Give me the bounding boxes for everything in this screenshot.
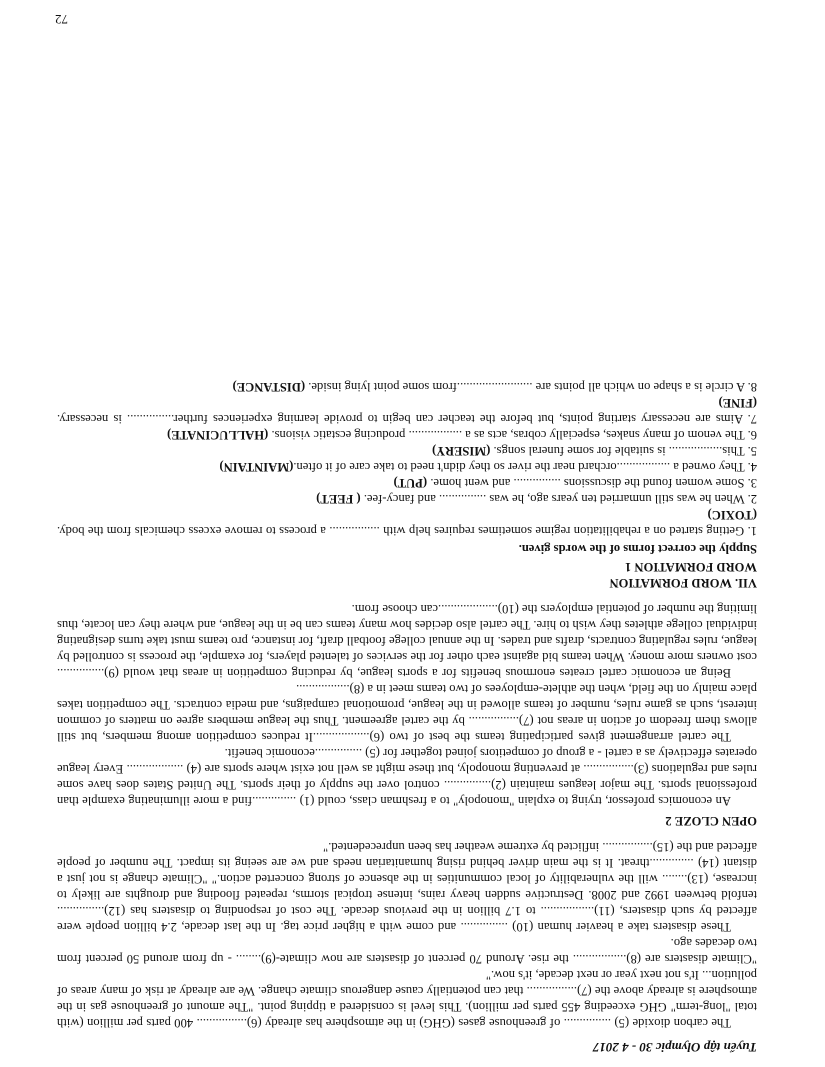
given-word: (TOXIC) <box>707 508 757 522</box>
paragraph: An economics professor, trying to explain "monopoly" to a freshman class, could (1) ..............find a more illuminating example than professional sports. The major leagues maintain (2)............... control over the supply of their sports. The United States does have some rules and regulations (3)................ at preventing monopoly, but these might as well not exist where sports are (4) .................. Every league operates effectively as a cartel - a group of competitors joined together for (5) ...............economic benefit. <box>57 746 757 808</box>
exercise-item <box>57 491 757 507</box>
item-text: 4. They owned a .................orchard near the river so they didn't need to take care of it often. <box>293 460 757 474</box>
exercise-item <box>57 443 757 459</box>
page-number: 72 <box>55 12 68 27</box>
exercise-list <box>57 379 757 539</box>
paragraph: The carbon dioxide (5) ............... of greenhouse gases (GHG) in the atmosphere has already (6)................ 400 parts per million (with total "long-term" GHG exceeding 455 parts per million). This level is considered a tipping point. "The amount of greenhouse gas in the atmosphere is already above the (7)................ that can potentially cause dangerous climate change. We are already at risk of many areas of pollution... It's not next year or next decade, it's now." <box>57 968 757 1030</box>
item-text: 7. Aims are necessary starting points, but before the teacher can begin to provide learning experiences further............... is necessary. <box>57 412 757 426</box>
item-text: 2. When he was still unmarried ten years ago, he was ............... and fancy-fee. <box>363 492 757 506</box>
given-word: (MAINTAIN) <box>219 460 294 474</box>
page-header: Tuyển tập Olympic 30 - 4 2017 <box>592 1040 757 1055</box>
given-word: (MISERY) <box>432 444 491 458</box>
paragraph: The cartel arrangement gives participating teams the best of two (6)..................It reduces competition among members, but still allows them freedom of action in areas not (7)................ by the cartel agreement. Thus the league members agree on matters of common interest, such as game rules, number of teams allowed in the league, promotional campaigns, and media contracts. The competition takes place mainly on the field, when the athlete-employees of two teams meet in a (8)................. <box>57 682 757 744</box>
page-content <box>57 379 757 1055</box>
paragraph: These disasters take a heavier human (10) ............... and come with a higher price tag. In the last decade, 2.4 billion people were affected by such disasters, (11)................. to 1.7 billion in the previous decade. The cost of responding to disasters has (12)............... tenfold between 1992 and 2008. Destructive sudden heavy rains, intense tropical storms, repeated flooding and droughts are likely to increase, (13)........ will the vulnerability of local communities in the absence of strong concerted action." "Climate change is not just a distant (14) ..............threat. It is the main driver behind rising humanitarian needs and we are seeing its impact. The number of people affected and the (15)................ inflicted by extreme weather has been unprecedented." <box>57 840 757 934</box>
item-text: 8. A circle is a shape on which all points are ........................from some point lying inside. <box>308 380 757 394</box>
exercise-item <box>57 475 757 491</box>
exercise-item <box>57 459 757 475</box>
section-heading-word-formation: VII. WORD FORMATION <box>609 576 757 590</box>
item-text: 6. The venom of many snakes, especially cobras, acts as a ................. producing ecstatic visions. <box>271 428 757 442</box>
item-text: 5. This................. is suitable for some funeral songs. <box>493 444 757 458</box>
exercise-item <box>57 427 757 443</box>
given-word: (FINE) <box>718 396 757 410</box>
given-word: (HALLUCINATE) <box>167 428 269 442</box>
section-heading-open-cloze: OPEN CLOZE 2 <box>665 814 757 828</box>
given-word: ( FEET) <box>316 492 361 506</box>
given-word: (PUT) <box>393 476 428 490</box>
item-text: 3. Some women found the discussions ............... and went home. <box>430 476 757 490</box>
instruction: Supply the correct forms of the words given. <box>518 542 757 556</box>
paragraph: "Climate disasters are (8)................. the rise. Around 70 percent of disasters are now climate-(9)........ - up from around 50 percent from two decades ago. <box>57 936 757 966</box>
subheading-word-formation-1: WORD FORMATION 1 <box>625 560 757 574</box>
exercise-item <box>57 379 757 395</box>
item-text: 1. Getting started on a rehabilitation regime sometimes requires help with ................ a process to remove excess chemicals from the body. <box>57 524 757 538</box>
paragraph: Being an economic cartel creates enormous benefits for a sports league, by reducing competition in areas that would (9)............... cost owners more money. When teams bid against each other for the services of talented players, for example, the process is controlled by league, rules regulating contracts, drafts and trades. In the annual college football draft, for instance, pro teams must take turns designating individual college athletes they wish to hire. The cartel also decides how many teams can be in the league, and where they can locate, thus limiting the number of potential employers the (10)...................can choose from. <box>57 602 757 680</box>
exercise-item <box>57 395 757 427</box>
given-word: (DISTANCE) <box>232 380 306 394</box>
exercise-item <box>57 507 757 539</box>
